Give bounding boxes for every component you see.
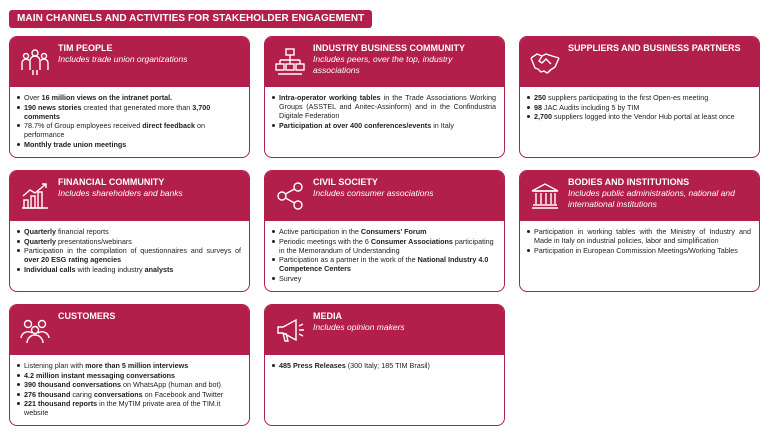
card-header — [520, 37, 759, 87]
list-item: 276 thousand caring conversations on Facebook and Twitter — [24, 390, 241, 399]
list-item: Participation as a partner in the work of the National Industry 4.0 Competence Centers — [279, 255, 496, 273]
card-list — [265, 87, 504, 134]
card-subtitle: Includes shareholders and banks — [58, 188, 183, 198]
megaphone-icon — [271, 311, 309, 349]
card-title: MEDIA — [313, 311, 342, 321]
card-subtitle: Includes consumer associations — [313, 188, 434, 198]
list-item: Individual calls with leading industry analysts — [24, 265, 241, 274]
card-list — [520, 87, 759, 126]
list-item: Active participation in the Consumers' Forum — [279, 227, 496, 236]
list-item: Quarterly financial reports — [24, 227, 241, 236]
card-title: FINANCIAL COMMUNITY — [58, 177, 165, 187]
list-item: 250 suppliers participating to the first Open-es meeting — [534, 93, 751, 102]
list-item: Survey — [279, 274, 496, 283]
page-title: MAIN CHANNELS AND ACTIVITIES FOR STAKEHOLDER ENGAGEMENT — [9, 10, 372, 28]
people-group-icon — [16, 43, 54, 81]
card-title: TIM PEOPLE — [58, 43, 113, 53]
card-subtitle: Includes opinion makers — [313, 322, 405, 332]
list-item: Periodic meetings with the 6 Consumer Associations participating in the Memorandum of Understanding — [279, 237, 496, 255]
card-suppliers — [519, 36, 760, 158]
card-tim-people — [9, 36, 250, 158]
list-item: 390 thousand conversations on WhatsApp (human and bot) — [24, 380, 241, 389]
list-item: Participation in European Commission Meetings/Working Tables — [534, 246, 751, 255]
list-item: Participation at over 400 conferences/events in Italy — [279, 121, 496, 130]
card-list — [10, 87, 249, 153]
list-item: 78.7% of Group employees received direct feedback on performance — [24, 121, 241, 139]
growth-chart-icon — [16, 177, 54, 215]
card-financial — [9, 170, 250, 292]
card-subtitle: Includes public administrations, national and international institutions — [568, 188, 735, 209]
card-list — [265, 355, 504, 375]
card-header — [265, 37, 504, 87]
card-title: BODIES AND INSTITUTIONS — [568, 177, 690, 187]
card-title: CUSTOMERS — [58, 311, 116, 321]
list-item: Participation in the compilation of questionnaires and surveys of over 20 ESG rating agencies — [24, 246, 241, 264]
card-industry — [264, 36, 505, 158]
list-item: Participation in working tables with the Ministry of Industry and Made in Italy on industrial policies, labor and simplification — [534, 227, 751, 245]
card-media — [264, 304, 505, 426]
card-list — [520, 221, 759, 259]
share-network-icon — [271, 177, 309, 215]
card-header — [265, 305, 504, 355]
card-subtitle: Includes peers, over the top, industry associations — [313, 54, 453, 75]
list-item: 221 thousand reports in the MyTIM private area of the TIM.it website — [24, 399, 241, 417]
organization-chart-icon — [271, 43, 309, 81]
card-civil-society — [264, 170, 505, 292]
customers-icon — [16, 311, 54, 349]
handshake-icon — [526, 43, 564, 81]
list-item: Intra-operator working tables in the Trade Associations Working Groups (ASSTEL and Anitec-Assinform) and in the Confindustria Digitale Federation — [279, 93, 496, 120]
card-list — [10, 355, 249, 422]
card-header — [10, 305, 249, 355]
list-item: Over 16 million views on the intranet portal. — [24, 93, 241, 102]
list-item: 98 JAC Audits including 5 by TIM — [534, 103, 751, 112]
card-list — [265, 221, 504, 287]
list-item: Quarterly presentations/webinars — [24, 237, 241, 246]
list-item: Monthly trade union meetings — [24, 140, 241, 149]
card-bodies — [519, 170, 760, 292]
list-item: Listening plan with more than 5 million interviews — [24, 361, 241, 370]
card-header — [10, 37, 249, 87]
card-header — [10, 171, 249, 221]
institution-building-icon — [526, 177, 564, 215]
list-item: 4.2 million instant messaging conversations — [24, 371, 241, 380]
card-title: SUPPLIERS AND BUSINESS PARTNERS — [568, 43, 741, 53]
list-item: 190 news stories created that generated more than 3,700 comments — [24, 103, 241, 121]
card-header — [265, 171, 504, 221]
list-item: 485 Press Releases (300 Italy; 185 TIM Brasil) — [279, 361, 496, 370]
card-title: CIVIL SOCIETY — [313, 177, 378, 187]
card-subtitle: Includes trade union organizations — [58, 54, 188, 64]
card-customers — [9, 304, 250, 426]
card-title: INDUSTRY BUSINESS COMMUNITY — [313, 43, 466, 53]
list-item: 2,700 suppliers logged into the Vendor Hub portal at least once — [534, 112, 751, 121]
card-list — [10, 221, 249, 278]
card-header — [520, 171, 759, 221]
